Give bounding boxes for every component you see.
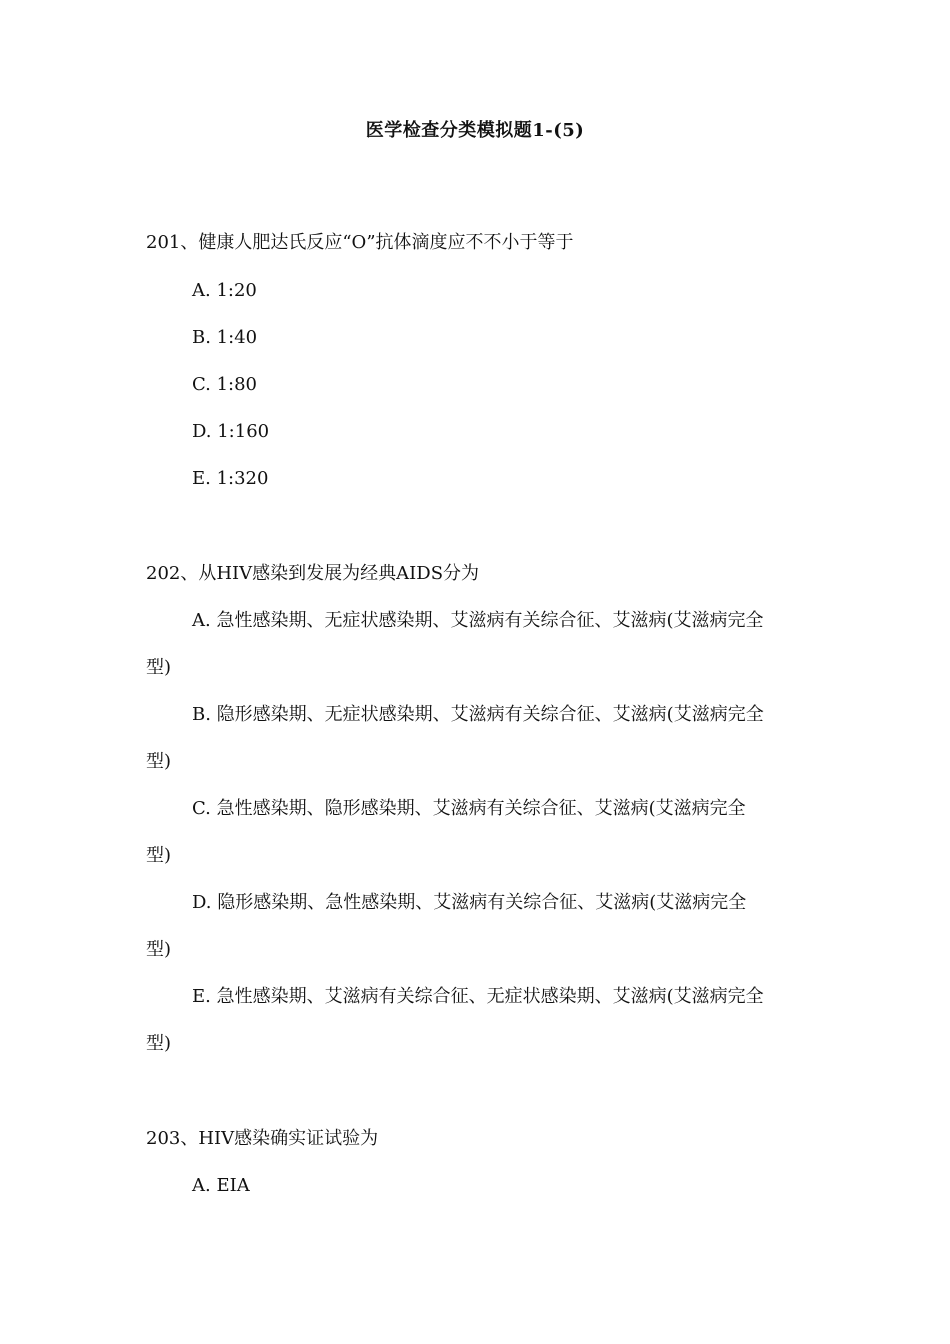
- page-title: 医学检查分类模拟题1-(5): [365, 120, 585, 141]
- option-e: E. 1:320: [192, 468, 269, 489]
- option-d-continuation: 型): [146, 939, 172, 960]
- option-e-continuation: 型): [146, 1033, 172, 1054]
- option-d: D. 隐形感染期、急性感染期、艾滋病有关综合征、艾滋病(艾滋病完全: [192, 892, 747, 913]
- question-stem: 201、健康人肥达氏反应“O”抗体滴度应不不小于等于: [146, 232, 574, 253]
- option-b: B. 1:40: [192, 327, 258, 348]
- option-b: B. 隐形感染期、无症状感染期、艾滋病有关综合征、艾滋病(艾滋病完全: [192, 704, 764, 725]
- option-a-continuation: 型): [146, 657, 172, 678]
- option-a: A. 急性感染期、无症状感染期、艾滋病有关综合征、艾滋病(艾滋病完全: [192, 610, 764, 631]
- option-c: C. 急性感染期、隐形感染期、艾滋病有关综合征、艾滋病(艾滋病完全: [192, 798, 746, 819]
- option-d: D. 1:160: [192, 421, 270, 442]
- option-c: C. 1:80: [192, 374, 257, 395]
- option-e: E. 急性感染期、艾滋病有关综合征、无症状感染期、艾滋病(艾滋病完全: [192, 986, 764, 1007]
- option-a: A. EIA: [192, 1175, 250, 1196]
- question-stem: 202、从HIV感染到发展为经典AIDS分为: [146, 563, 480, 584]
- question-stem: 203、HIV感染确实证试验为: [146, 1128, 379, 1149]
- option-b-continuation: 型): [146, 751, 172, 772]
- option-a: A. 1:20: [192, 280, 257, 301]
- option-c-continuation: 型): [146, 845, 172, 866]
